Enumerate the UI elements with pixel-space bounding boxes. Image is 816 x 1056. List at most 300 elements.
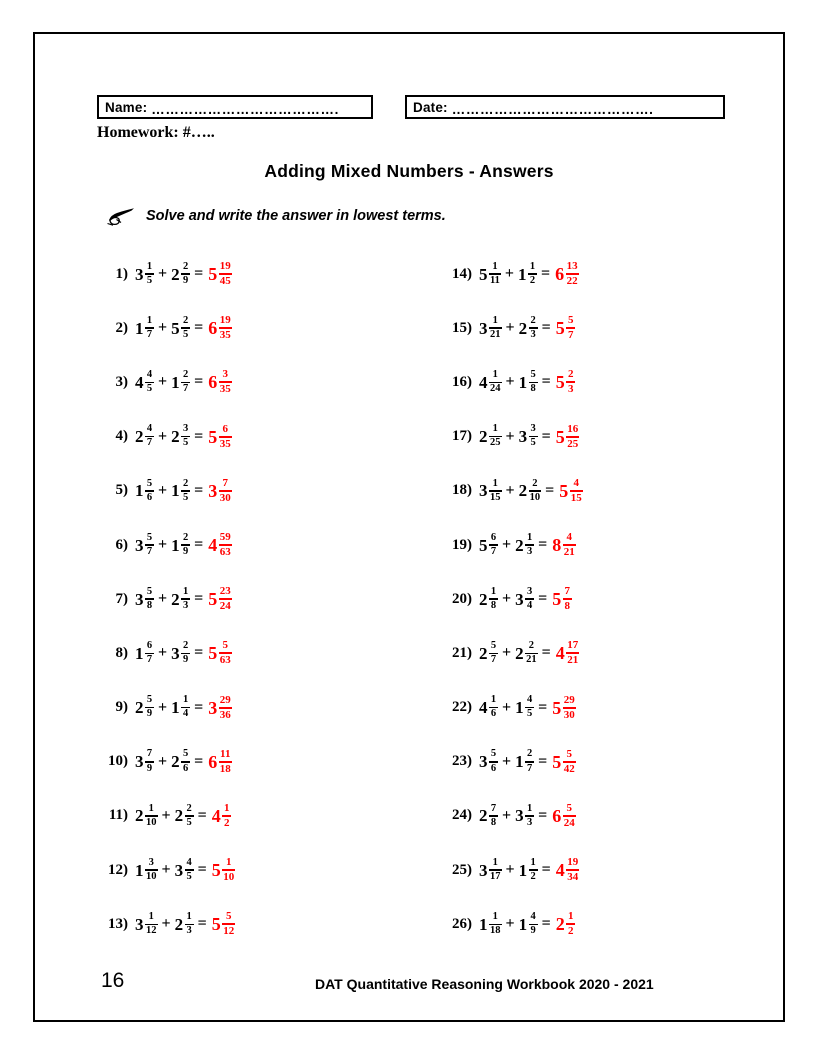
mixed-number-answer: [212, 803, 232, 829]
numerator: 3: [183, 423, 189, 435]
denominator: 8: [490, 816, 497, 828]
numerator: 29: [563, 693, 575, 706]
instruction-row: [107, 206, 446, 226]
answer-value: [212, 911, 236, 937]
problem-expression: [135, 532, 232, 558]
fraction: [566, 315, 575, 341]
problem-expression: [135, 803, 231, 829]
fraction: [489, 804, 498, 829]
plus-operator: +: [502, 536, 512, 554]
mixed-number-answer: [556, 640, 580, 666]
numerator: 3: [148, 856, 154, 868]
whole-part: 3: [479, 318, 488, 338]
mixed-number-operand-2: [171, 479, 190, 504]
fraction: [489, 587, 498, 612]
denominator: 9: [183, 274, 189, 286]
whole-part: 3: [479, 752, 488, 772]
footer-workbook-title: DAT Quantitative Reasoning Workbook 2020 - 2021: [315, 976, 654, 992]
numerator: 1: [568, 910, 574, 923]
numerator: 2: [183, 477, 189, 489]
denominator: 6: [183, 762, 189, 774]
problem-expression: [479, 749, 576, 775]
fraction: [145, 912, 158, 937]
whole-part: 5: [555, 426, 565, 447]
denominator: 9: [146, 708, 153, 720]
fraction: [489, 533, 498, 558]
name-field-box[interactable]: [97, 95, 373, 119]
numerator: 1: [490, 585, 497, 597]
numerator: 1: [226, 856, 232, 869]
problem-row: [105, 410, 435, 464]
mixed-number-operand-2: [175, 858, 194, 883]
answer-value: [556, 315, 576, 341]
fraction: [145, 695, 154, 720]
problem-expression: [479, 586, 572, 612]
denominator: 42: [563, 762, 575, 775]
plus-operator: +: [505, 373, 515, 391]
fraction: [219, 369, 232, 395]
fraction: [145, 858, 158, 883]
whole-part: 1: [518, 264, 527, 284]
problem-expression: [479, 911, 575, 937]
fraction: [529, 316, 538, 341]
problem-number: 8): [115, 644, 128, 661]
mixed-number-operand-1: [479, 641, 498, 666]
whole-part: 5: [555, 372, 565, 393]
problem-expression: [479, 695, 576, 721]
mixed-number-operand-1: [479, 316, 502, 341]
fraction: [563, 803, 576, 829]
fraction: [219, 695, 232, 721]
fraction: [181, 641, 190, 666]
equals-operator: =: [194, 752, 204, 770]
equals-operator: =: [538, 752, 548, 770]
denominator: 63: [219, 654, 231, 667]
whole-part: 2: [555, 914, 565, 935]
mixed-number-operand-1: [479, 912, 502, 937]
plus-operator: +: [158, 536, 168, 554]
plus-operator: +: [505, 319, 515, 337]
problem-column-right: [449, 247, 779, 951]
mixed-number-answer: [552, 803, 576, 829]
denominator: 30: [563, 708, 575, 721]
denominator: 7: [146, 545, 153, 557]
date-label: Date:: [413, 99, 448, 115]
numerator: 19: [219, 260, 231, 273]
problem-number: 3): [115, 373, 128, 390]
numerator: 1: [148, 911, 154, 923]
numerator: 5: [566, 747, 572, 760]
answer-value: [212, 803, 232, 829]
fraction: [566, 911, 575, 937]
plus-operator: +: [158, 590, 168, 608]
fraction: [219, 261, 232, 287]
problem-expression: [479, 640, 579, 666]
problem-row: [449, 789, 779, 843]
denominator: 7: [568, 329, 574, 342]
denominator: 21: [526, 654, 537, 666]
mixed-number-operand-1: [135, 912, 158, 937]
denominator: 12: [146, 925, 157, 937]
numerator: 1: [148, 802, 154, 814]
denominator: 7: [146, 654, 153, 666]
numerator: 4: [146, 423, 153, 435]
denominator: 5: [183, 437, 189, 449]
answer-value: [208, 261, 232, 287]
numerator: 23: [219, 585, 231, 598]
mixed-number-operand-2: [515, 641, 538, 666]
answer-value: [556, 911, 576, 937]
problem-row: [449, 301, 779, 355]
problem-number: 7): [115, 590, 128, 607]
numerator: 2: [183, 314, 189, 326]
numerator: 2: [183, 531, 189, 543]
denominator: 7: [527, 762, 533, 774]
denominator: 45: [219, 275, 231, 288]
mixed-number-answer: [556, 424, 580, 450]
numerator: 2: [528, 640, 534, 652]
numerator: 1: [492, 856, 498, 868]
numerator: 1: [490, 694, 497, 706]
mixed-number-operand-2: [171, 749, 190, 774]
fraction: [570, 478, 583, 504]
date-field-box[interactable]: [405, 95, 725, 119]
fraction: [145, 749, 154, 774]
answer-value: [556, 857, 580, 883]
problem-number: 24): [452, 807, 472, 824]
answer-value: [552, 749, 576, 775]
denominator: 22: [566, 275, 578, 288]
denominator: 8: [146, 600, 153, 612]
whole-part: 2: [479, 589, 488, 609]
mixed-number-operand-1: [135, 695, 154, 720]
numerator: 5: [490, 640, 497, 652]
problem-row: [449, 355, 779, 409]
mixed-number-operand-2: [518, 262, 537, 287]
problem-column-left: [105, 247, 435, 951]
mixed-number-operand-1: [479, 804, 498, 829]
mixed-number-operand-2: [519, 479, 542, 504]
plus-operator: +: [502, 752, 512, 770]
problem-expression: [135, 586, 232, 612]
answer-value: [208, 586, 232, 612]
equals-operator: =: [194, 427, 204, 445]
denominator: 7: [490, 654, 497, 666]
mixed-number-operand-2: [171, 533, 190, 558]
mixed-number-operand-1: [135, 533, 154, 558]
denominator: 5: [146, 274, 153, 286]
fraction: [219, 478, 232, 504]
numerator: 1: [529, 260, 536, 272]
equals-operator: =: [541, 915, 551, 933]
mixed-number-answer: [556, 369, 576, 395]
numerator: 2: [532, 477, 538, 489]
problem-number: 14): [452, 265, 472, 282]
problem-row: [449, 572, 779, 626]
denominator: 5: [183, 329, 189, 341]
whole-part: 1: [171, 481, 180, 501]
numerator: 4: [527, 694, 533, 706]
problem-expression: [135, 369, 232, 395]
fraction: [489, 912, 502, 937]
problem-expression: [479, 424, 579, 450]
denominator: 35: [219, 329, 231, 342]
mixed-number-operand-1: [135, 479, 154, 504]
whole-part: 1: [135, 643, 144, 663]
denominator: 18: [490, 925, 501, 937]
fraction: [525, 804, 534, 829]
problem-row: [449, 410, 779, 464]
mixed-number-operand-1: [135, 424, 154, 449]
fraction: [181, 749, 190, 774]
problem-number: 21): [452, 644, 472, 661]
mixed-number-operand-1: [479, 858, 502, 883]
fraction: [525, 749, 534, 774]
fraction: [145, 316, 154, 341]
plus-operator: +: [502, 590, 512, 608]
whole-part: 3: [135, 535, 144, 555]
pen-icon: [107, 206, 137, 226]
mixed-number-operand-1: [135, 641, 154, 666]
plus-operator: +: [502, 698, 512, 716]
mixed-number-operand-2: [519, 912, 538, 937]
numerator: 2: [568, 368, 574, 381]
whole-part: 6: [552, 805, 562, 826]
whole-part: 6: [208, 751, 218, 772]
whole-part: 2: [518, 481, 528, 501]
fraction: [145, 479, 154, 504]
mixed-number-operand-1: [479, 370, 502, 395]
problem-number: 17): [452, 428, 472, 445]
fraction: [563, 532, 576, 558]
problem-number: 4): [115, 428, 128, 445]
mixed-number-operand-2: [175, 912, 194, 937]
mixed-number-answer: [552, 532, 576, 558]
denominator: 9: [183, 654, 189, 666]
problem-expression: [479, 532, 576, 558]
equals-operator: =: [541, 265, 551, 283]
fraction: [563, 586, 572, 612]
fraction: [489, 262, 501, 287]
numerator: 4: [573, 476, 579, 489]
problem-number: 18): [452, 482, 472, 499]
denominator: 7: [146, 437, 153, 449]
mixed-number-answer: [552, 586, 572, 612]
whole-part: 1: [515, 698, 524, 718]
numerator: 59: [219, 531, 231, 544]
denominator: 2: [224, 816, 230, 829]
equals-operator: =: [194, 373, 204, 391]
fraction: [219, 586, 232, 612]
answer-value: [556, 369, 576, 395]
denominator: 21: [490, 329, 501, 341]
whole-part: 2: [174, 806, 184, 826]
fraction: [489, 424, 502, 449]
problem-row: [105, 626, 435, 680]
problem-row: [105, 735, 435, 789]
fraction: [529, 370, 538, 395]
denominator: 3: [527, 545, 533, 557]
denominator: 3: [568, 383, 574, 396]
whole-part: 1: [518, 372, 528, 392]
whole-part: 1: [135, 481, 144, 501]
mixed-number-operand-2: [515, 533, 534, 558]
equals-operator: =: [197, 806, 207, 824]
fraction: [489, 370, 502, 395]
fraction: [563, 695, 576, 721]
fraction: [219, 424, 232, 450]
answer-value: [208, 749, 232, 775]
fraction: [145, 641, 154, 666]
denominator: 63: [219, 546, 231, 559]
problem-row: [105, 897, 435, 951]
mixed-number-operand-2: [171, 424, 190, 449]
mixed-number-operand-2: [515, 695, 534, 720]
numerator: 1: [186, 911, 192, 923]
numerator: 1: [492, 423, 498, 435]
answer-value: [559, 478, 583, 504]
denominator: 10: [146, 816, 157, 828]
mixed-number-operand-1: [135, 858, 158, 883]
problem-row: [105, 789, 435, 843]
problem-expression: [135, 911, 235, 937]
denominator: 7: [146, 329, 153, 341]
equals-operator: =: [541, 373, 551, 391]
mixed-number-operand-2: [171, 587, 190, 612]
mixed-number-operand-1: [135, 316, 154, 341]
fraction: [219, 532, 232, 558]
whole-part: 2: [479, 806, 488, 826]
whole-part: 1: [171, 535, 180, 555]
denominator: 8: [490, 600, 497, 612]
answer-value: [208, 369, 232, 395]
denominator: 5: [146, 383, 153, 395]
answer-value: [208, 424, 232, 450]
denominator: 6: [146, 491, 153, 503]
mixed-number-operand-1: [135, 587, 154, 612]
problem-row: [449, 626, 779, 680]
denominator: 35: [219, 437, 231, 450]
numerator: 2: [183, 369, 189, 381]
problem-expression: [135, 315, 232, 341]
whole-part: 6: [208, 372, 218, 393]
fraction: [145, 804, 158, 829]
numerator: 1: [492, 314, 498, 326]
header-fields-row: [97, 95, 725, 119]
mixed-number-operand-2: [519, 370, 538, 395]
whole-part: 1: [171, 372, 180, 392]
numerator: 6: [146, 640, 153, 652]
whole-part: 5: [208, 426, 218, 447]
whole-part: 4: [479, 372, 488, 392]
numerator: 4: [186, 856, 192, 868]
fraction: [525, 587, 534, 612]
equals-operator: =: [194, 481, 204, 499]
whole-part: 3: [135, 914, 144, 934]
plus-operator: +: [502, 806, 512, 824]
plus-operator: +: [158, 644, 168, 662]
problem-number: 22): [452, 699, 472, 716]
mixed-number-answer: [208, 749, 232, 775]
problem-number: 20): [452, 590, 472, 607]
fraction: [145, 533, 154, 558]
numerator: 5: [146, 585, 153, 597]
mixed-number-operand-2: [515, 804, 534, 829]
numerator: 5: [566, 801, 572, 814]
mixed-number-answer: [212, 911, 236, 937]
fraction: [563, 749, 576, 775]
fraction: [222, 803, 231, 829]
denominator: 3: [183, 600, 189, 612]
numerator: 7: [146, 748, 153, 760]
denominator: 15: [490, 491, 501, 503]
plus-operator: +: [158, 319, 168, 337]
numerator: 5: [530, 369, 536, 381]
answer-value: [208, 695, 232, 721]
numerator: 11: [220, 747, 231, 760]
fraction: [219, 315, 232, 341]
whole-part: 3: [518, 427, 528, 447]
fraction: [525, 695, 534, 720]
whole-part: 4: [555, 860, 565, 881]
whole-part: 1: [515, 752, 524, 772]
fraction: [566, 261, 579, 287]
numerator: 7: [490, 802, 497, 814]
problem-expression: [479, 857, 579, 883]
numerator: 1: [527, 531, 533, 543]
whole-part: 6: [555, 264, 565, 285]
mixed-number-answer: [208, 261, 232, 287]
denominator: 24: [563, 816, 575, 829]
numerator: 1: [527, 802, 533, 814]
numerator: 2: [527, 748, 533, 760]
fraction: [181, 370, 190, 395]
denominator: 5: [183, 491, 189, 503]
denominator: 9: [183, 545, 189, 557]
denominator: 30: [219, 491, 231, 504]
numerator: 4: [146, 369, 153, 381]
answer-value: [552, 803, 576, 829]
whole-part: 5: [208, 264, 218, 285]
equals-operator: =: [194, 590, 204, 608]
mixed-number-answer: [212, 857, 236, 883]
plus-operator: +: [161, 806, 171, 824]
whole-part: 3: [479, 860, 488, 880]
problem-row: [105, 301, 435, 355]
numerator: 2: [183, 640, 189, 652]
numerator: 3: [527, 585, 533, 597]
whole-part: 4: [555, 643, 565, 664]
problem-number: 16): [452, 373, 472, 390]
problem-expression: [135, 749, 232, 775]
mixed-number-operand-2: [519, 316, 538, 341]
numerator: 6: [490, 531, 497, 543]
whole-part: 1: [518, 860, 528, 880]
fraction: [566, 369, 575, 395]
problem-number: 23): [452, 753, 472, 770]
denominator: 15: [570, 491, 582, 504]
fraction: [489, 858, 502, 883]
denominator: 3: [530, 329, 536, 341]
answer-value: [556, 424, 580, 450]
denominator: 2: [568, 925, 574, 938]
problem-row: [105, 355, 435, 409]
mixed-number-operand-1: [479, 533, 498, 558]
numerator: 1: [530, 856, 536, 868]
whole-part: 2: [171, 752, 180, 772]
mixed-number-operand-1: [135, 749, 154, 774]
fraction: [219, 640, 232, 666]
